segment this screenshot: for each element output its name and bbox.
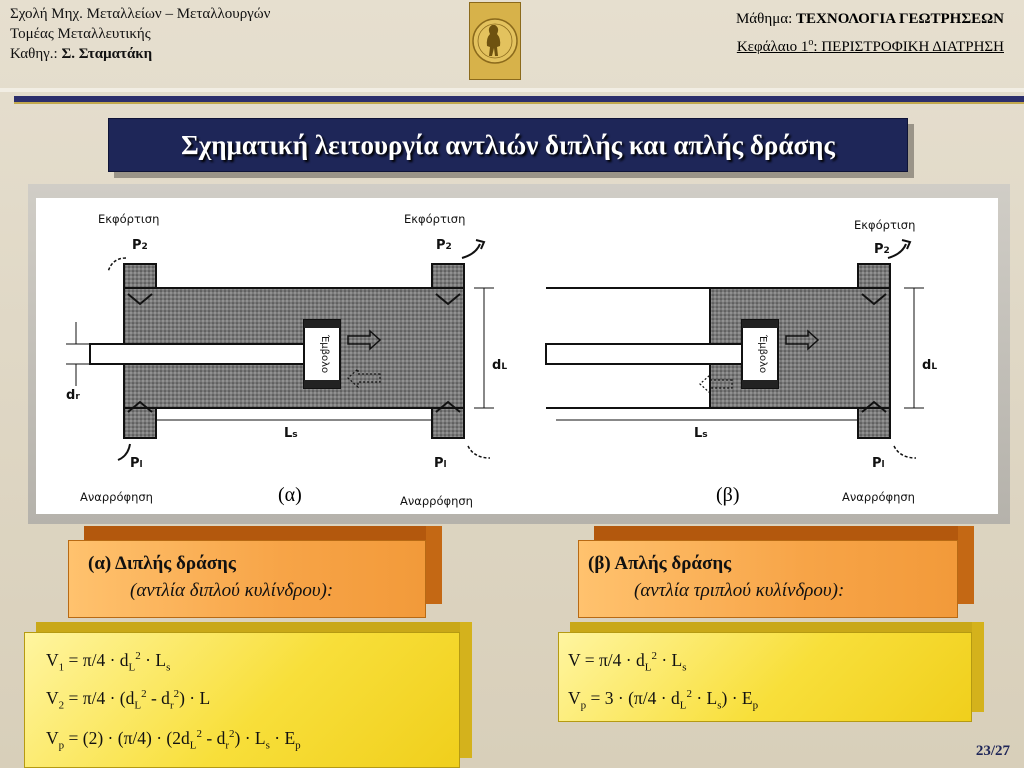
slide-title: Σχηματική λειτουργία αντλιών διπλής και απλής δράσης xyxy=(108,118,908,172)
piston-label: Έμβολο xyxy=(319,334,330,374)
single-acting-text xyxy=(588,550,844,604)
header-rule-light xyxy=(0,88,1024,92)
equation-v-single: $V = \pi/4 \cdot d_L^2 \cdot L_s$ xyxy=(568,650,687,674)
discharge-label-a-right: Εκφόρτιση xyxy=(404,212,466,226)
header-rule-gold xyxy=(14,102,1024,104)
panel-label-a: (α) xyxy=(278,484,302,506)
double-acting-heading: (α) Διπλής δράσης xyxy=(88,553,236,574)
professor-line: Καθηγ.: Σ. Σταματάκη xyxy=(10,46,153,62)
course-block xyxy=(736,8,1004,59)
discharge-label-a-left: Εκφόρτιση xyxy=(98,212,160,226)
course-name: ΤΕΧΝΟΛΟΓΙΑ ΓΕΩΤΡΗΣΕΩΝ xyxy=(796,11,1004,27)
suction-label-a-right: Αναρρόφηση xyxy=(400,494,473,508)
chapter-line: Κεφάλαιο $1^o$: ΠΕΡΙΣΤΡΟΦΙΚΗ ΔΙΑΤΡΗΣΗ xyxy=(736,37,1004,55)
equation-vp-single: $V_p = 3 \cdot (\pi/4 \cdot d_L^2 \cdot L_s) \cdot E_p$ xyxy=(568,688,759,712)
suction-label-b: Αναρρόφηση xyxy=(842,490,915,504)
discharge-label-b: Εκφόρτιση xyxy=(854,218,916,232)
double-acting-subheading: (αντλία διπλού κυλίνδρου): xyxy=(130,580,334,601)
ls-label-a: Ls xyxy=(284,426,298,441)
p2-label-a-left: P2 xyxy=(132,238,148,253)
school-name: Σχολή Μηχ. Μεταλλείων – Μεταλλουργών xyxy=(10,6,271,22)
p2-label-b: P2 xyxy=(874,242,890,257)
title-banner xyxy=(108,118,914,178)
double-acting-text xyxy=(88,550,333,604)
equation-v1: $V_1 = \pi/4 \cdot d_L^2 \cdot L_s$ xyxy=(46,650,171,674)
dl-label-b: dL xyxy=(922,358,938,373)
university-logo xyxy=(469,2,521,80)
double-acting-box xyxy=(68,526,442,618)
piston-label-b: Έμβολο xyxy=(757,334,768,374)
single-acting-pump-drawing xyxy=(546,240,924,458)
double-acting-equations-box xyxy=(24,622,472,768)
equation-vp: $V_p = (2) \cdot (\pi/4) \cdot (2d_L^2 - d_r^2) \cdot L_s \cdot E_p$ xyxy=(46,728,301,752)
ls-label-b: Ls xyxy=(694,426,708,441)
panel-label-b: (β) xyxy=(716,484,740,506)
page-number: 23/27 xyxy=(975,743,1010,759)
institution-block xyxy=(10,4,270,64)
single-acting-equations-box xyxy=(558,622,984,722)
single-acting-heading: (β) Απλής δράσης xyxy=(588,553,732,574)
p1-label-b: Pl xyxy=(872,456,885,471)
single-acting-box xyxy=(578,526,974,618)
suction-label-a-left: Αναρρόφηση xyxy=(80,490,153,504)
department-name: Τομέας Μεταλλευτικής xyxy=(10,26,151,42)
course-line: Μάθημα: ΤΕΧΝΟΛΟΓΙΑ ΓΕΩΤΡΗΣΕΩΝ xyxy=(735,11,1004,27)
dl-label-a: dL xyxy=(492,358,508,373)
p1-label-a-right: Pl xyxy=(434,456,447,471)
slide-header xyxy=(0,0,1024,86)
single-acting-subheading: (αντλία τριπλού κυλίνδρου): xyxy=(634,580,845,601)
equation-v2: $V_2 = \pi/4 \cdot (d_L^2 - d_r^2) \cdot L$ xyxy=(46,688,211,712)
double-acting-pump-drawing xyxy=(66,240,494,460)
dr-label: dr xyxy=(66,388,80,403)
professor-name: Σ. Σταματάκη xyxy=(61,46,153,62)
p2-label-a-right: P2 xyxy=(436,238,452,253)
p1-label-a-left: Pl xyxy=(130,456,143,471)
pump-diagram xyxy=(36,198,998,514)
diagram-frame xyxy=(28,184,1010,524)
pump-schematic-svg xyxy=(36,198,998,514)
